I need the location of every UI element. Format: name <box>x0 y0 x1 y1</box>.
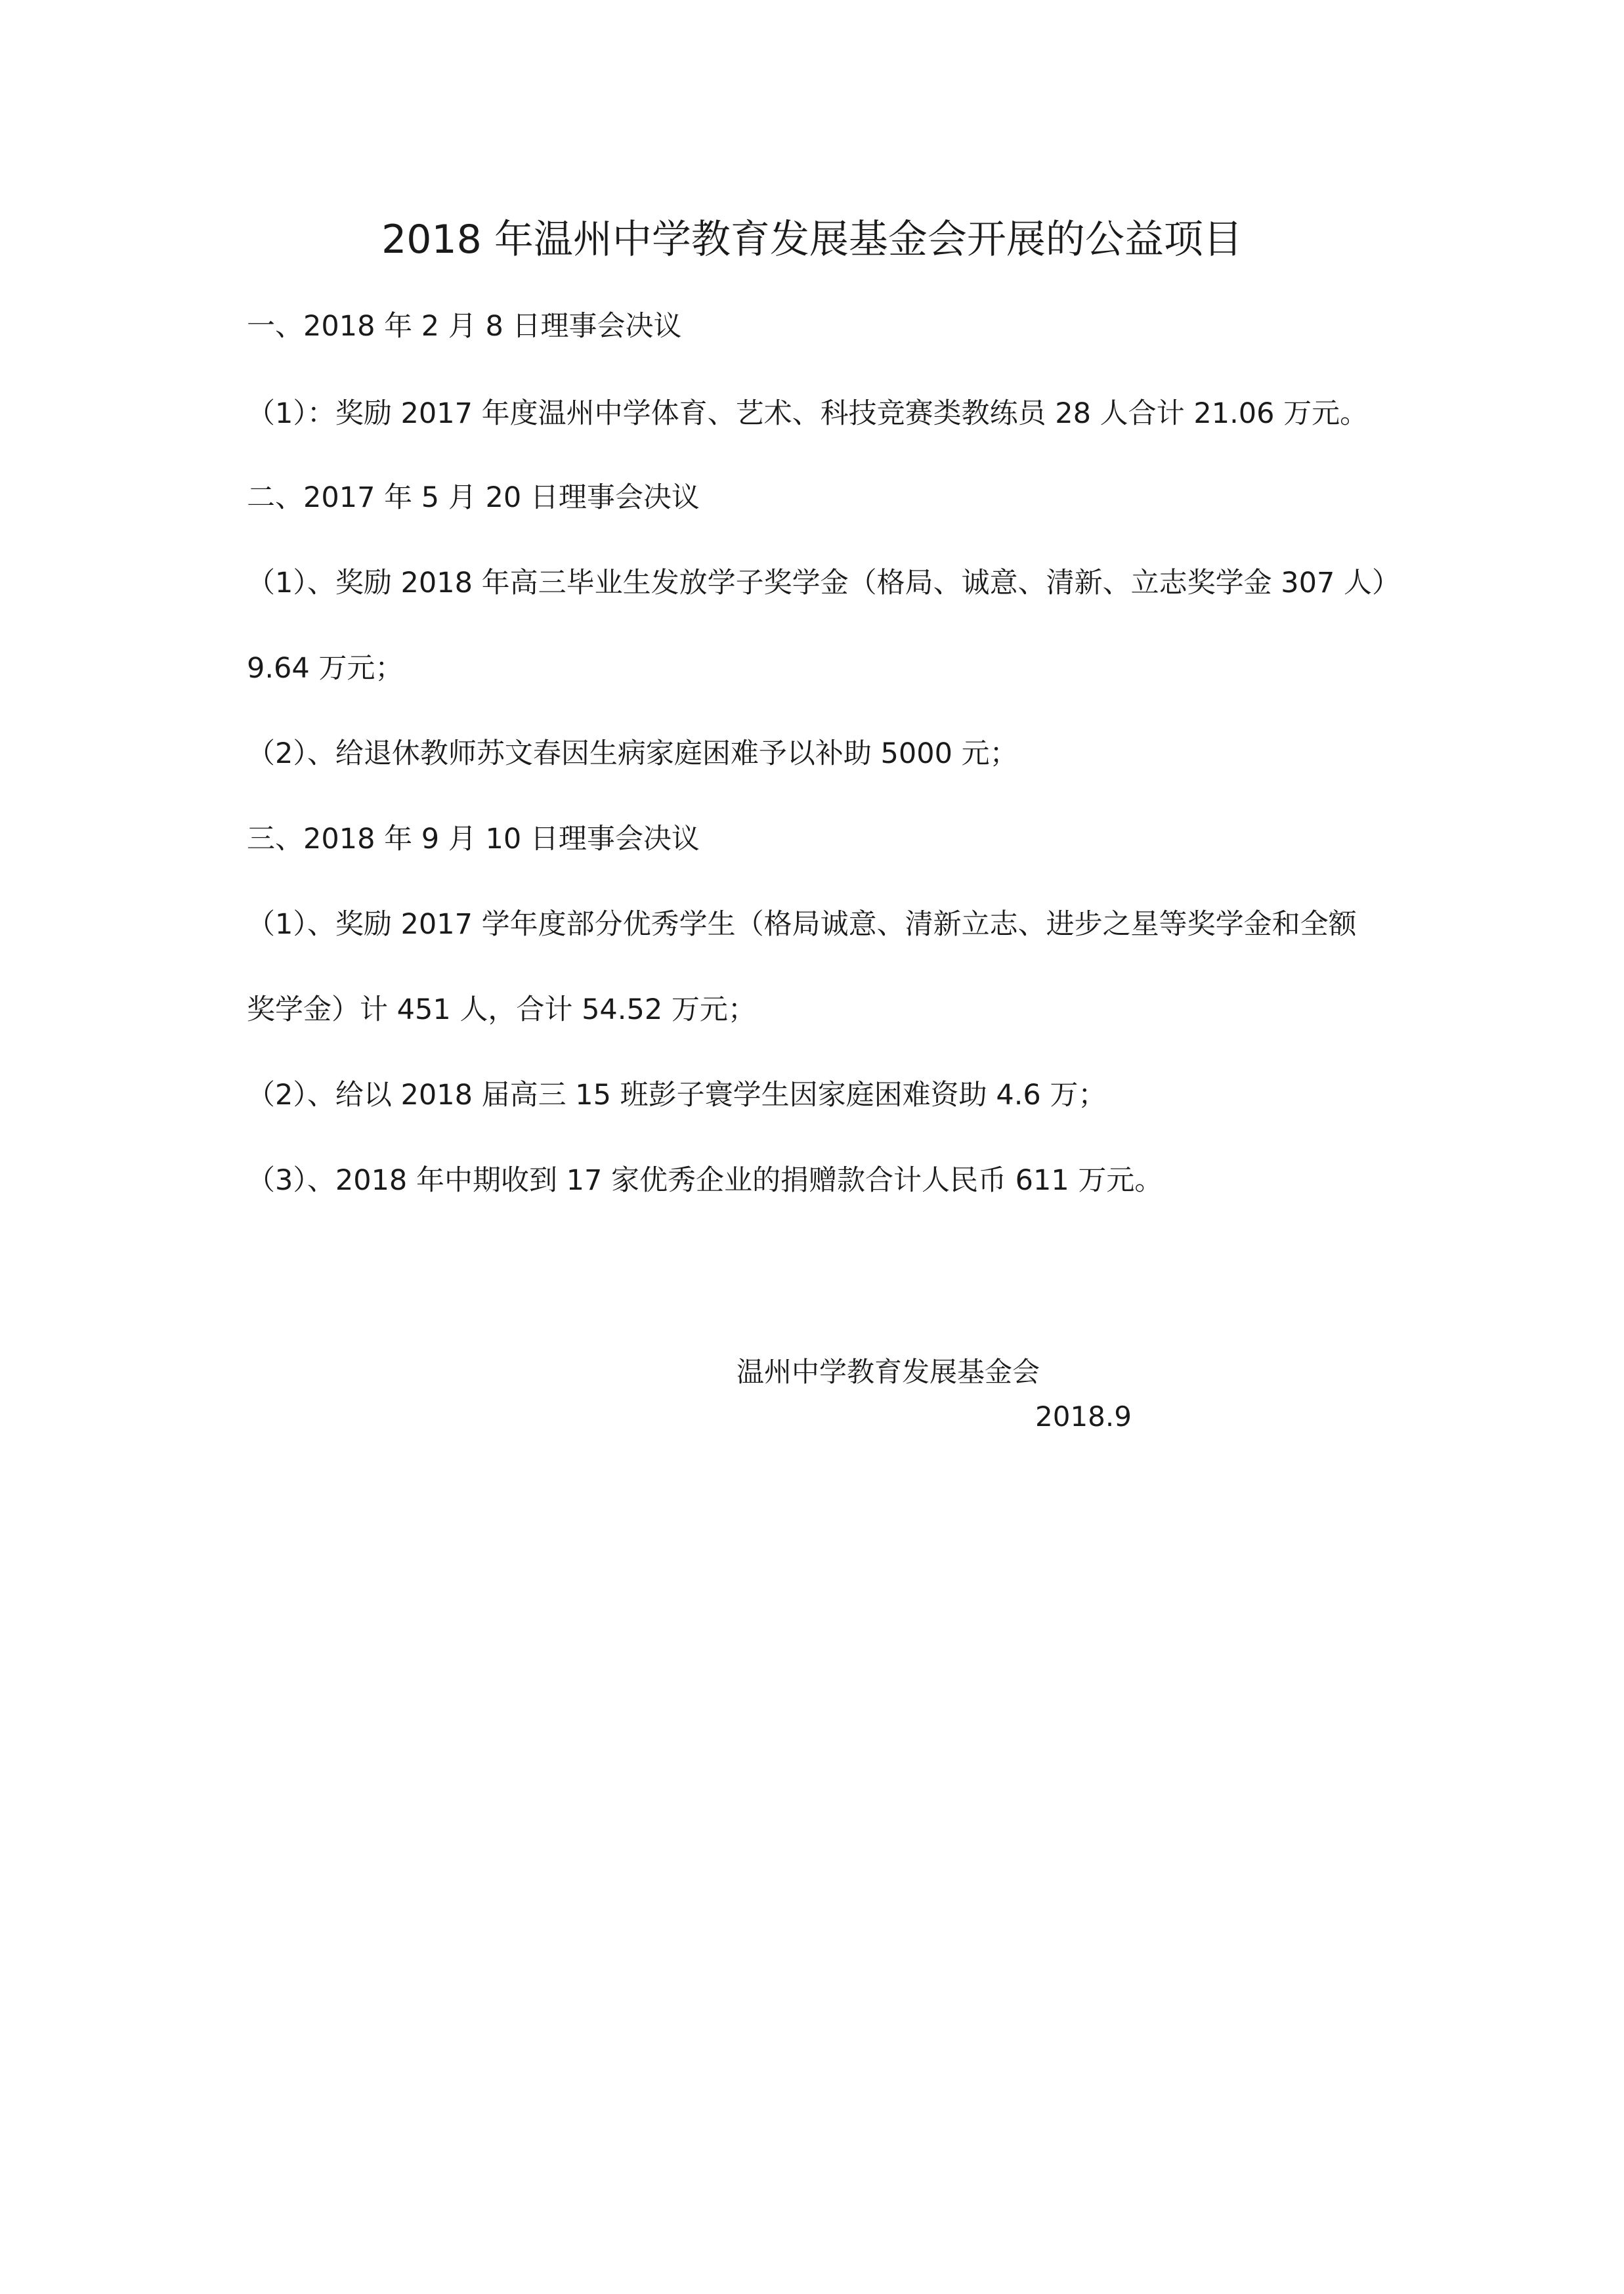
section-3-item-3: （3）、2018 年中期收到 17 家优秀企业的捐赠款合计人民币 611 万元。 <box>247 1164 1163 1197</box>
section-2-item-1-continued: 9.64 万元； <box>247 652 404 685</box>
section-heading-2: 二、2017 年 5 月 20 日理事会决议 <box>247 481 700 514</box>
section-2-item-2: （2）、给退休教师苏文春因生病家庭困难予以补助 5000 元； <box>247 737 1018 770</box>
section-heading-3: 三、2018 年 9 月 10 日理事会决议 <box>247 823 700 855</box>
signature-organization: 温州中学教育发展基金会 <box>737 1356 1040 1388</box>
document-title: 2018 年温州中学教育发展基金会开展的公益项目 <box>381 217 1243 263</box>
section-1-item-1: （1）：奖励 2017 年度温州中学体育、艺术、科技竞赛类教练员 28 人合计 21.06 万元。 <box>247 397 1369 430</box>
signature-date: 2018.9 <box>1035 1400 1132 1433</box>
section-3-item-2: （2）、给以 2018 届高三 15 班彭子寰学生因家庭困难资助 4.6 万； <box>247 1079 1107 1112</box>
section-heading-1: 一、2018 年 2 月 8 日理事会决议 <box>247 310 682 343</box>
section-3-item-1: （1）、奖励 2017 学年度部分优秀学生（格局诚意、清新立志、进步之星等奖学金和全额 <box>247 908 1357 941</box>
section-3-item-1-continued: 奖学金）计 451 人，合计 54.52 万元； <box>247 993 756 1026</box>
section-2-item-1: （1）、奖励 2018 年高三毕业生发放学子奖学金（格局、诚意、清新、立志奖学金 307 人） <box>247 567 1401 599</box>
